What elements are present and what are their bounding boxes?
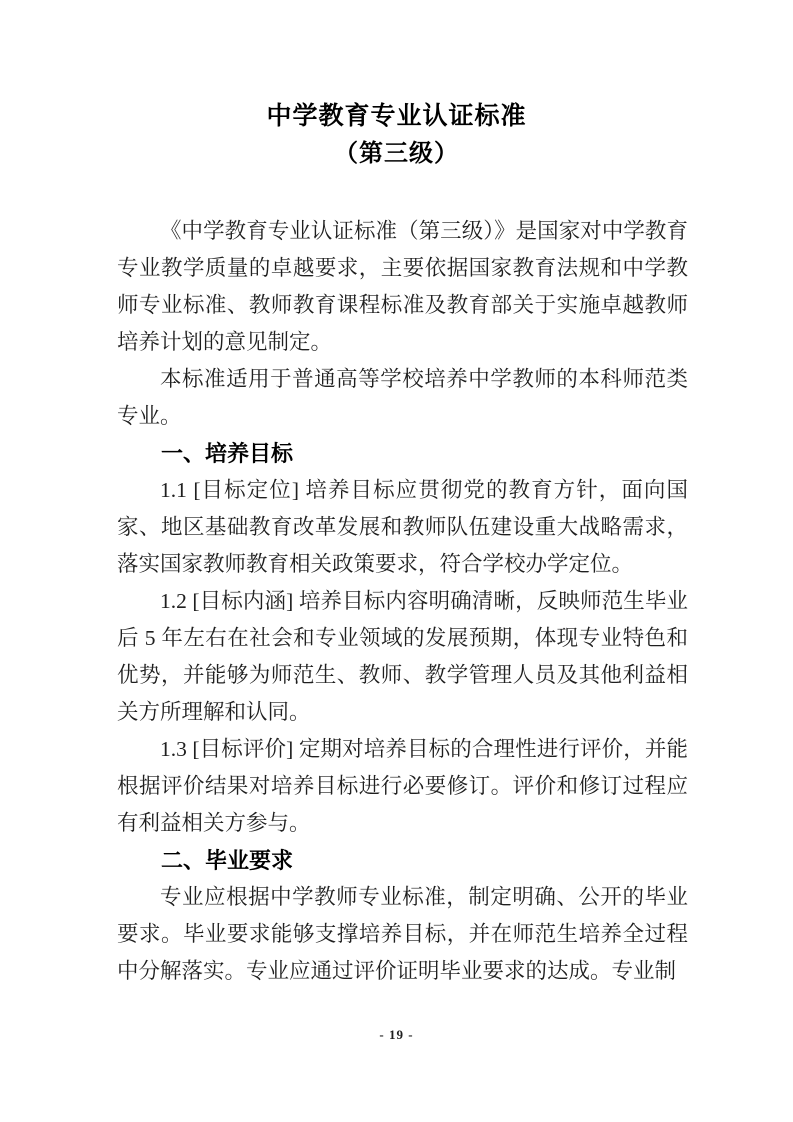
- page-number: - 19 -: [379, 1027, 414, 1042]
- paragraph-intro: 《中学教育专业认证标准（第三级）》是国家对中学教育专业教学质量的卓越要求，主要依据国家教育法规和中学教师专业标准、教师教育课程标准及教育部关于实施卓越教师培养计划的意见制定。: [117, 219, 688, 354]
- document-title: 中学教育专业认证标准: [266, 102, 527, 130]
- document-subtitle: （第三级）: [334, 140, 459, 167]
- paragraph-1-2-objective-content: 1.2 [目标内涵] 培养目标内容明确清晰，反映师范生毕业后 5 年左右在社会和专业领域的发展预期，体现专业特色和优势，并能够为师范生、教师、教学管理人员及其他利益相关方所理解和认同。: [117, 589, 688, 724]
- section-heading-training-objectives: 一、培养目标: [161, 441, 294, 466]
- document-body: [117, 213, 688, 990]
- paragraph-1-3-objective-evaluation: 1.3 [目标评价] 定期对培养目标的合理性进行评价，并能根据评价结果对培养目标进行必要修订。评价和修订过程应有利益相关方参与。: [117, 737, 688, 835]
- section-heading-graduation-requirements: 二、毕业要求: [161, 848, 294, 873]
- paragraph-scope: 本标准适用于普通高等学校培养中学教师的本科师范类专业。: [117, 367, 688, 428]
- paragraph-graduation-requirements-intro: 专业应根据中学教师专业标准，制定明确、公开的毕业要求。毕业要求能够支撑培养目标，并在师范生培养全过程中分解落实。专业应通过评价证明毕业要求的达成。专业制: [117, 885, 688, 983]
- paragraph-1-1-objective-positioning: 1.1 [目标定位] 培养目标应贯彻党的教育方针，面向国家、地区基础教育改革发展和教师队伍建设重大战略需求，落实国家教师教育相关政策要求，符合学校办学定位。: [117, 478, 688, 576]
